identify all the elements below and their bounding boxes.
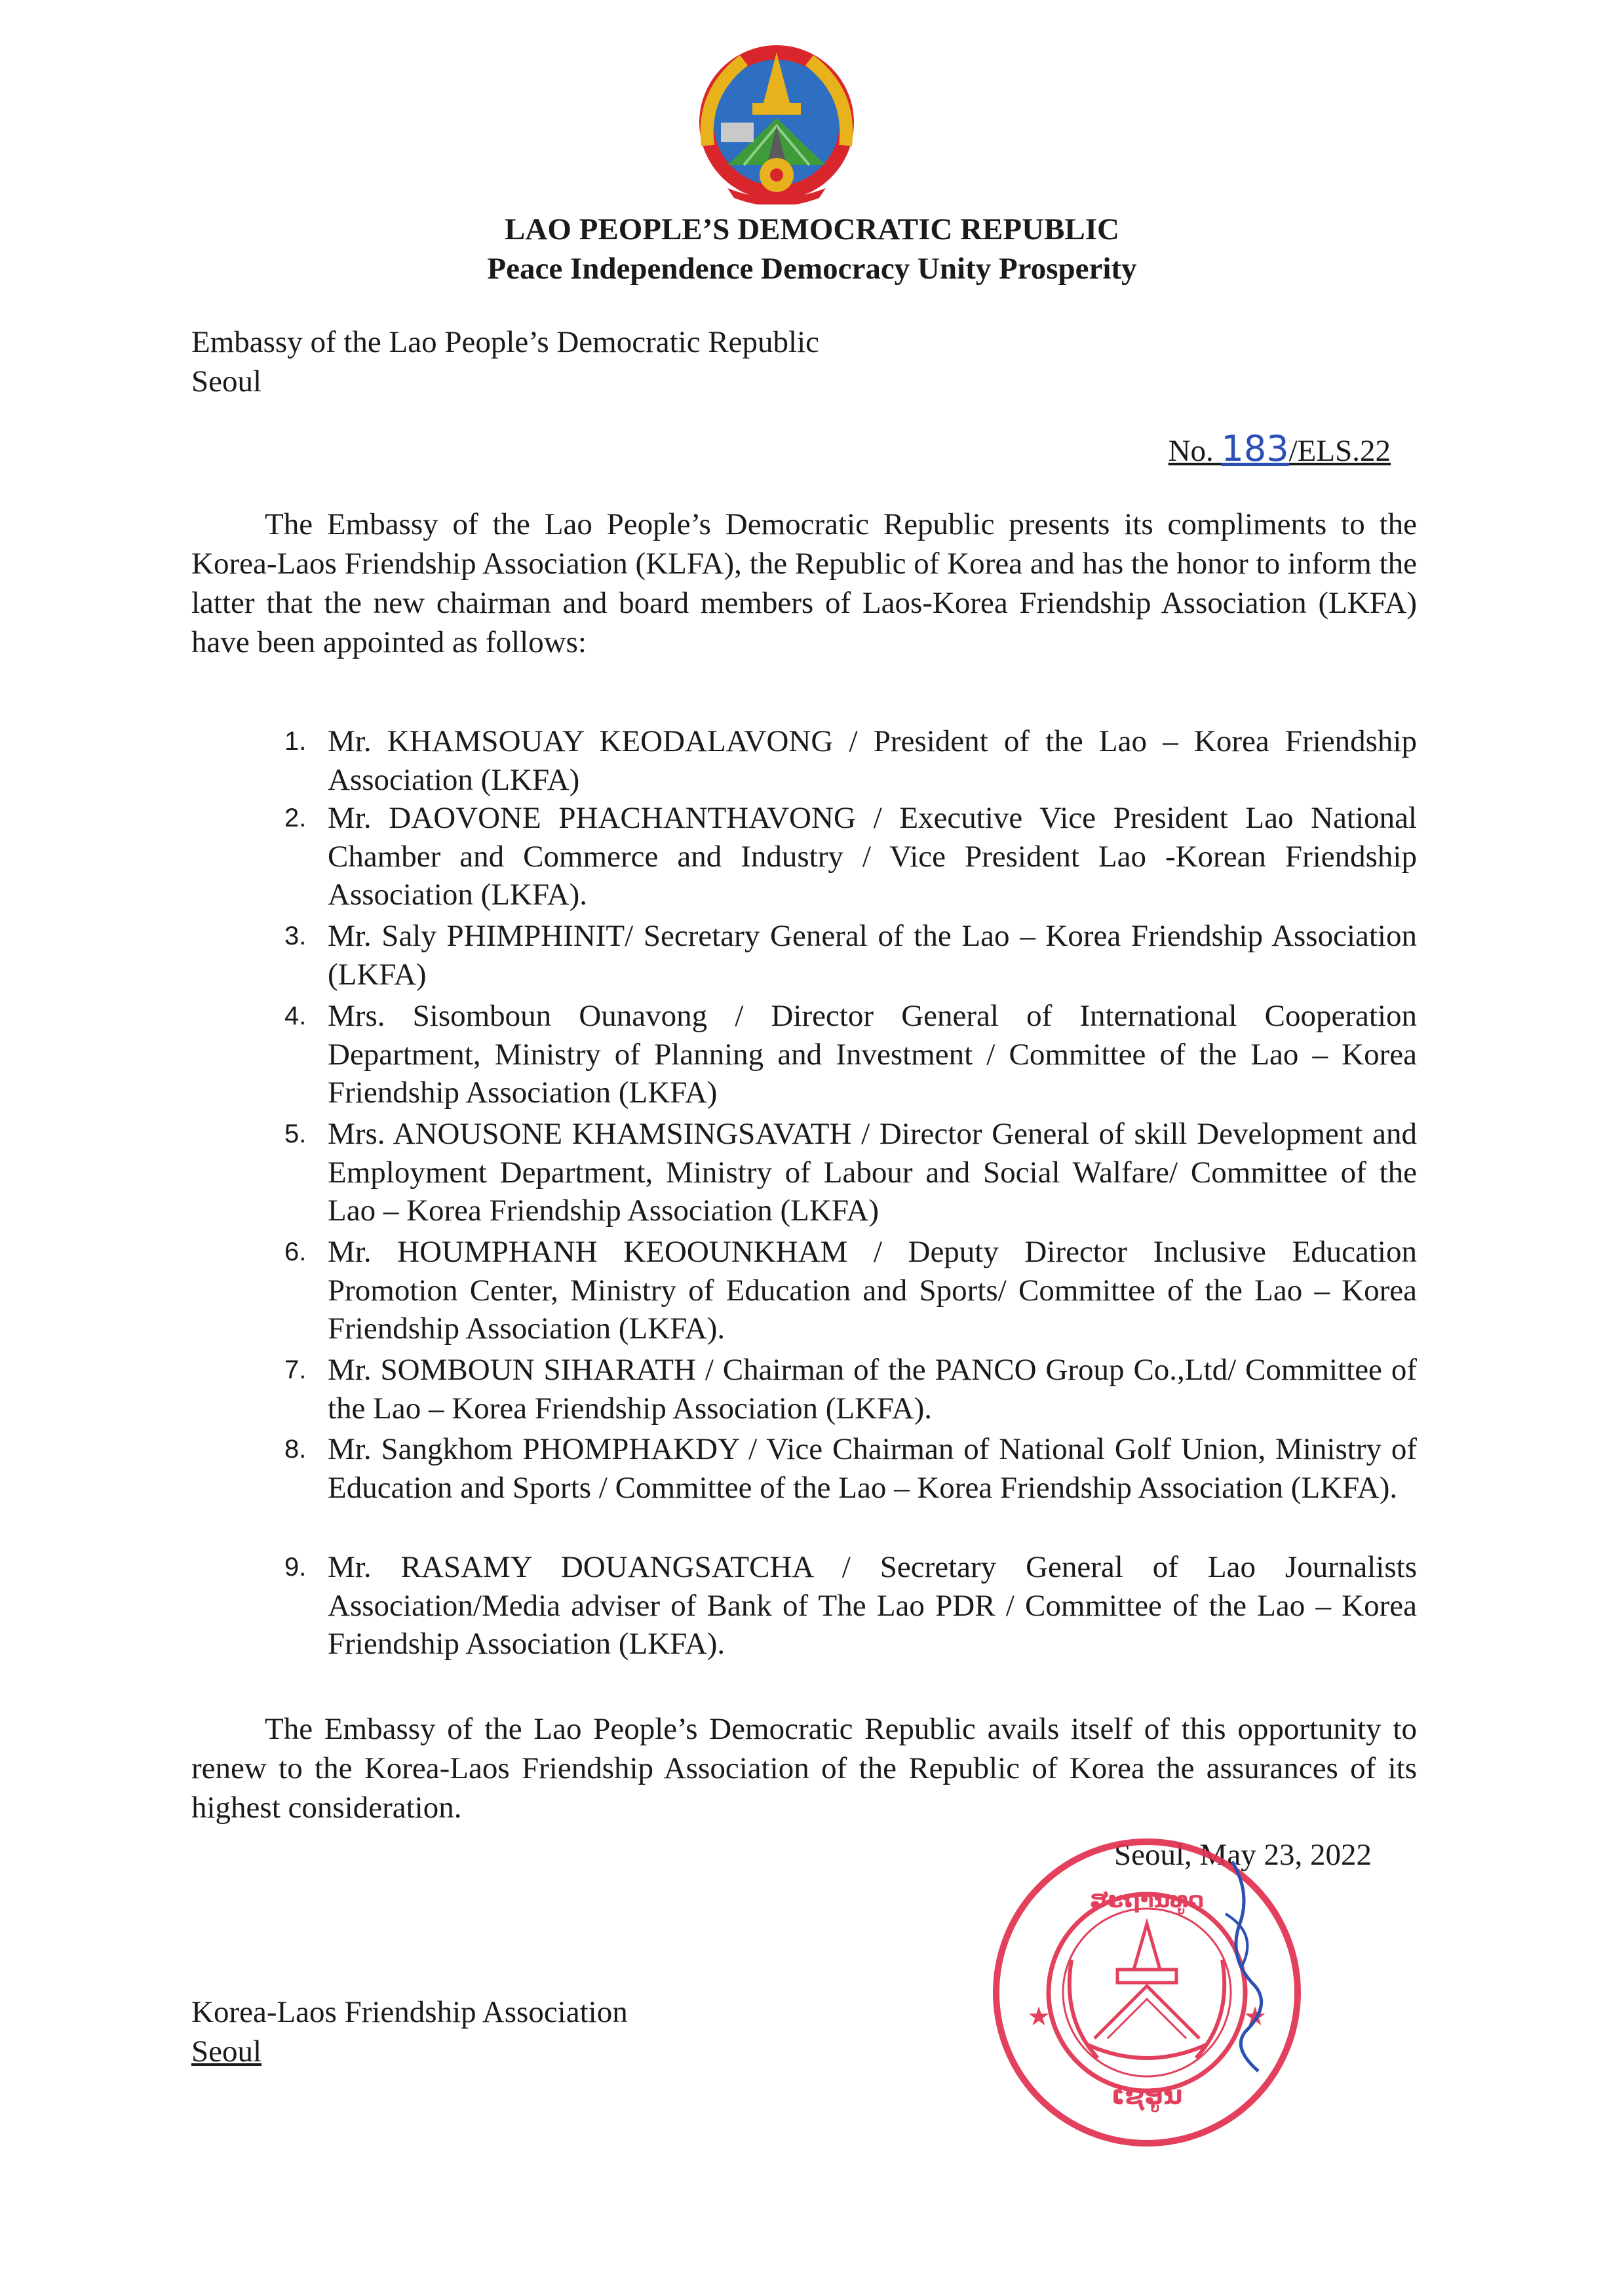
sender-address — [191, 322, 819, 401]
list-number: 9. — [284, 1553, 307, 1582]
member-text: Mr. SOMBOUN SIHARATH / Chairman of the PANCO Group Co.,Ltd/ Committee of the Lao – Korea Friendship Association (LKFA). — [328, 1353, 1417, 1426]
list-item — [284, 1351, 1417, 1428]
reference-handwritten-number: 183 — [1221, 428, 1289, 469]
sender-city: Seoul — [191, 364, 262, 399]
list-number: 7. — [284, 1355, 307, 1384]
list-item — [284, 1430, 1417, 1507]
member-text: Mr. DAOVONE PHACHANTHAVONG / Executive Vice President Lao National Chamber and Commerce and Industry / Vice President Lao -Korean Friendship Association (LKFA). — [328, 801, 1417, 912]
member-text: Mr. Saly PHIMPHINIT/ Secretary General of the Lao – Korea Friendship Association (LKFA) — [328, 919, 1417, 992]
lao-national-emblem-icon — [682, 41, 872, 204]
national-motto: Peace Independence Democracy Unity Prosperity — [487, 252, 1137, 286]
reference-prefix: No. — [1168, 434, 1222, 468]
list-number: 5. — [284, 1119, 307, 1148]
member-text: Mrs. Sisomboun Ounavong / Director General of International Cooperation Department, Ministry of Planning and Investment / Committee of the Lao – Korea Friendship Association (LKFA) — [328, 999, 1417, 1110]
svg-text:ສະຖານທູດ: ສະຖານທູດ — [1089, 1887, 1205, 1913]
intro-paragraph: The Embassy of the Lao People’s Democratic Republic presents its compliments to the Korea-Laos Friendship Association (KLFA), the Republic of Korea and has the honor to inform the latter that the new chairman and board members of Laos-Korea Friendship Association (LKFA) have been appointed as follows: — [191, 507, 1417, 659]
member-text: Mr. RASAMY DOUANGSATCHA / Secretary General of Lao Journalists Association/Media adviser of Bank of The Lao PDR / Committee of the Lao – Korea Friendship Association (LKFA). — [328, 1550, 1417, 1661]
recipient-city: Seoul — [191, 2034, 262, 2069]
country-title: LAO PEOPLE’S DEMOCRATIC REPUBLIC — [505, 212, 1119, 246]
list-number: 4. — [284, 1001, 307, 1030]
recipient-name: Korea-Laos Friendship Association — [191, 1995, 628, 2029]
closing-paragraph: The Embassy of the Lao People’s Democratic Republic avails itself of this opportunity to renew to the Korea-Laos Friendship Association of the Republic of Korea the assurances of its highest consideration. — [191, 1712, 1417, 1825]
reference-suffix: /ELS.22 — [1288, 434, 1391, 468]
dateline: Seoul, May 23, 2022 — [1114, 1838, 1372, 1872]
list-item — [284, 917, 1417, 994]
svg-text:★: ★ — [1027, 2002, 1051, 2032]
member-text: Mr. Sangkhom PHOMPHAKDY / Vice Chairman of National Golf Union, Ministry of Education and Sports / Committee of the Lao – Korea Friendship Association (LKFA). — [328, 1432, 1417, 1505]
list-number: 2. — [284, 804, 307, 832]
member-text: Mr. HOUMPHANH KEOOUNKHAM / Deputy Director Inclusive Education Promotion Center, Ministry of Education and Sports/ Committee of the Lao – Korea Friendship Association (LKFA). — [328, 1235, 1417, 1346]
reference-number — [1169, 429, 1391, 471]
list-item — [284, 997, 1417, 1112]
sender-name: Embassy of the Lao People’s Democratic Republic — [191, 325, 820, 359]
list-number: 1. — [284, 727, 307, 756]
svg-text:★: ★ — [1243, 2002, 1267, 2032]
list-item — [284, 1548, 1417, 1663]
list-item — [284, 722, 1417, 799]
recipient-address — [191, 1993, 628, 2071]
signature-icon — [1193, 1855, 1291, 2078]
svg-text:ເຊອູນ: ເຊອູນ — [1111, 2080, 1183, 2110]
list-item — [284, 799, 1417, 914]
list-number: 6. — [284, 1237, 307, 1266]
member-text: Mrs. ANOUSONE KHAMSINGSAVATH / Director General of skill Development and Employment Department, Ministry of Labour and Social Walfare/ Committee of the Lao – Korea Friendship Association (LKFA) — [328, 1117, 1417, 1228]
list-number: 3. — [284, 922, 307, 950]
list-number: 8. — [284, 1435, 307, 1464]
list-item — [284, 1115, 1417, 1230]
member-text: Mr. KHAMSOUAY KEODALAVONG / President of the Lao – Korea Friendship Association (LKFA) — [328, 724, 1417, 797]
list-item — [284, 1233, 1417, 1348]
